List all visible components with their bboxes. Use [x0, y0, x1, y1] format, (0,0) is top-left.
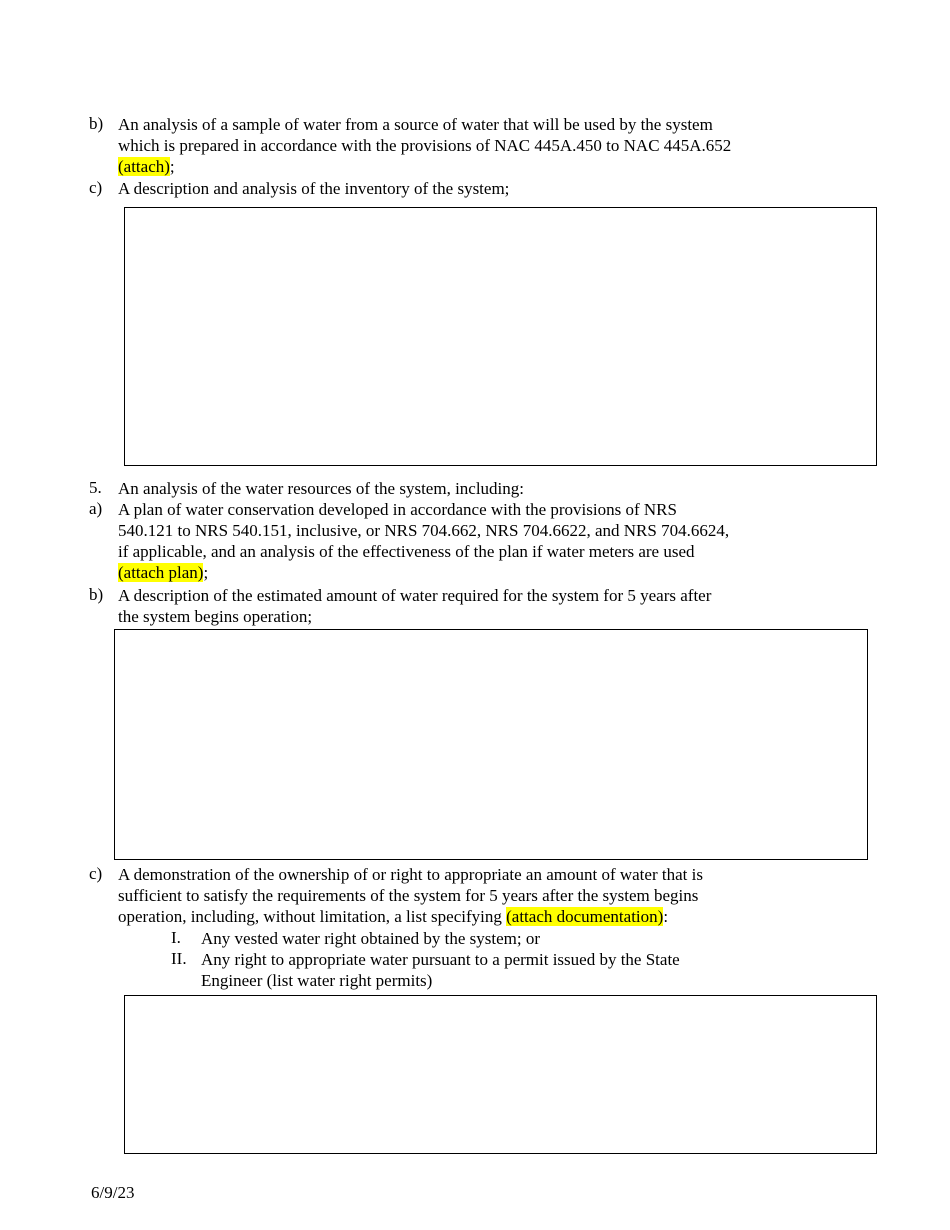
item-punctuation: ;	[169, 157, 175, 176]
list-marker: a)	[89, 499, 103, 518]
item-text-line	[118, 562, 208, 583]
item-text-line: A description and analysis of the inventory of the system;	[118, 179, 510, 198]
item-text-line: if applicable, and an analysis of the effectiveness of the plan if water meters are used	[118, 542, 695, 561]
item-text-line	[118, 906, 668, 927]
item-text-line: Any right to appropriate water pursuant to a permit issued by the State	[201, 950, 680, 969]
item-text-line: Engineer (list water right permits)	[201, 971, 433, 990]
list-marker: b)	[89, 585, 104, 604]
item-text-line: sufficient to satisfy the requirements of the system for 5 years after the system begins	[118, 886, 699, 905]
footer-date: 6/9/23	[91, 1183, 135, 1202]
list-marker: c)	[89, 864, 103, 883]
item-text-line: which is prepared in accordance with the provisions of NAC 445A.450 to NAC 445A.652	[118, 136, 732, 155]
list-marker: I.	[171, 928, 181, 947]
list-marker: II.	[171, 949, 187, 968]
item-text-line: the system begins operation;	[118, 607, 313, 626]
item-text-line: A demonstration of the ownership of or right to appropriate an amount of water that is	[118, 865, 703, 884]
list-marker: c)	[89, 178, 103, 197]
item-text-line: Any vested water right obtained by the system; or	[201, 929, 540, 948]
item-text-line: An analysis of the water resources of the system, including:	[118, 479, 525, 498]
item-text-line	[118, 156, 175, 177]
item-text: operation, including, without limitation, a list specifying	[118, 907, 507, 926]
item-punctuation: :	[663, 907, 669, 926]
item-text-line: A description of the estimated amount of water required for the system for 5 years after	[118, 586, 712, 605]
estimate-response-box[interactable]	[114, 629, 868, 860]
attach-highlight: (attach plan)	[118, 563, 204, 582]
attach-highlight: (attach documentation)	[506, 907, 664, 926]
item-text-line: A plan of water conservation developed in accordance with the provisions of NRS	[118, 500, 677, 519]
list-marker: b)	[89, 114, 104, 133]
item-punctuation: ;	[203, 563, 209, 582]
item-text-line: 540.121 to NRS 540.151, inclusive, or NRS 704.662, NRS 704.6622, and NRS 704.6624,	[118, 521, 730, 540]
inventory-response-box[interactable]	[124, 207, 877, 466]
item-text-line: An analysis of a sample of water from a source of water that will be used by the system	[118, 115, 713, 134]
attach-highlight: (attach)	[118, 157, 170, 176]
list-marker: 5.	[89, 478, 102, 497]
water-rights-response-box[interactable]	[124, 995, 877, 1154]
